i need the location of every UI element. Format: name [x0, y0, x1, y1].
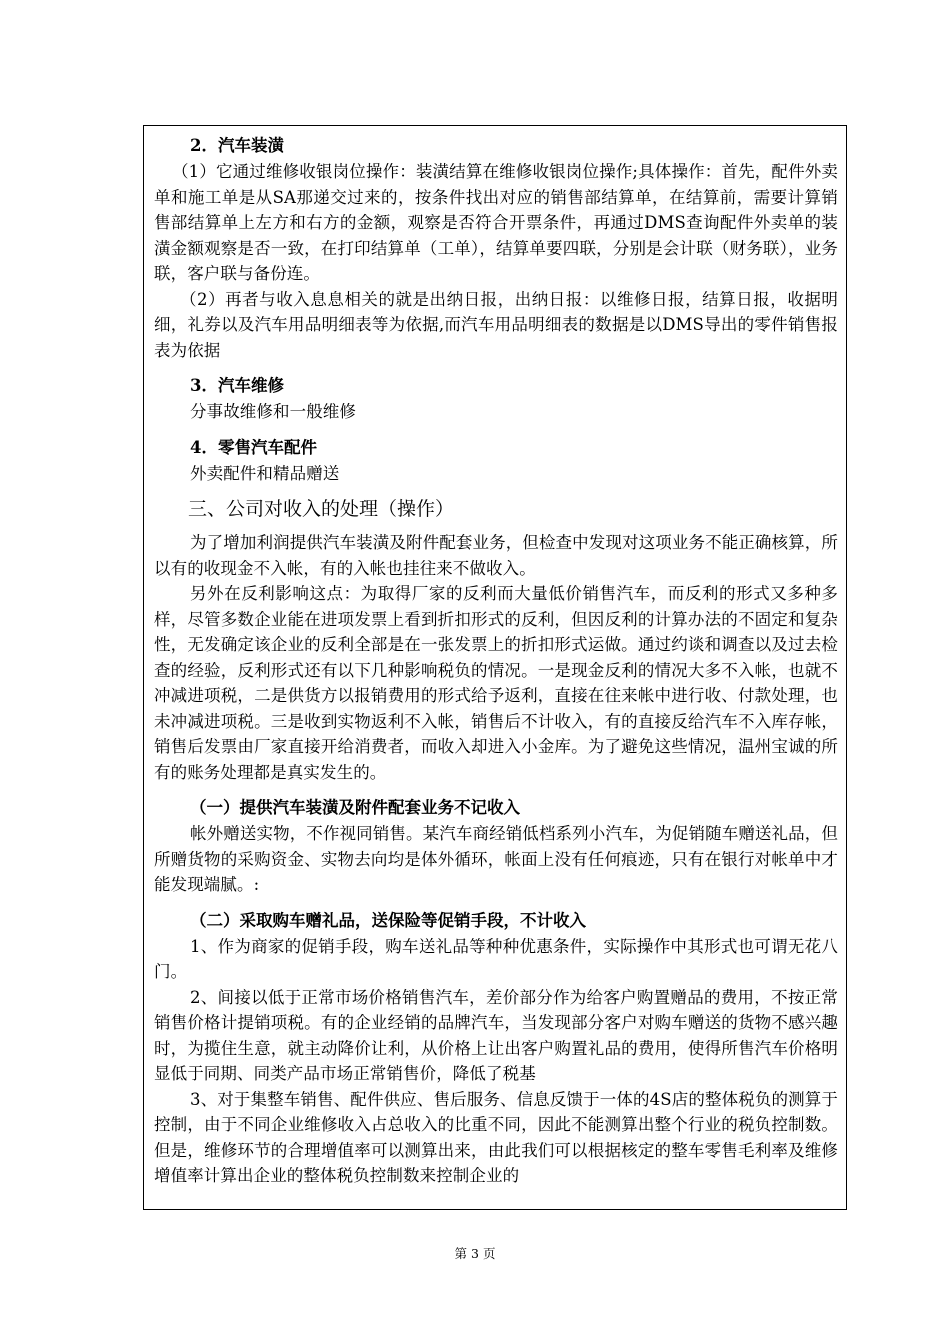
paragraph: 帐外赠送实物，不作视同销售。某汽车商经销低档系列小汽车，为促销随车赠送礼品，但所赠货物的采购资金、实物去向均是体外循环，帐面上没有任何痕迹，只有在银行对帐单中才能发现端腻。:: [154, 824, 838, 894]
part-heading-revenue-processing: 三、公司对收入的处理（操作）: [188, 498, 455, 520]
section-heading-parts: 4．零售汽车配件: [190, 437, 317, 457]
subsection-heading-1: （一）提供汽车装潢及附件配套业务不记收入: [190, 798, 520, 817]
paragraph: 3、对于集整车销售、配件供应、售后服务、信息反馈于一体的4S店的整体税负的测算于控制，由于不同企业维修收入占总收入的比重不同，因此不能测算出整个行业的税负控制数。但是，维修环节的合理增值率可以测算出来，由此我们可以根据核定的整车零售毛利率及维修增值率计算出企业的整体税负控制数来控制企业的: [154, 1089, 838, 1185]
section-heading-repair: 3．汽车维修: [190, 376, 284, 395]
paragraph: 1、作为商家的促销手段，购车送礼品等种种优惠条件，实际操作中其形式也可谓无花八门。: [154, 936, 838, 981]
paragraph: 外卖配件和精品赠送: [190, 463, 340, 483]
page-number: 第 3 页: [454, 1246, 496, 1261]
subsection-heading-2: （二）采取购车赠礼品，送保险等促销手段，不计收入: [190, 910, 586, 930]
document-body: [154, 133, 838, 1189]
paragraph: 2、间接以低于正常市场价格销售汽车，差价部分作为给客户购置赠品的费用，不按正常销售价格计提销项税。有的企业经销的品牌汽车，当发现部分客户对购车赠送的货物不感兴趣时，为揽住生意，就主动降价让利，从价格上让出客户购置礼品的费用，使得所售汽车价格明显低于同期、同类产品市场正常销售价，降低了税基: [154, 987, 838, 1083]
paragraph: 为了增加利润提供汽车装潢及附件配套业务，但检查中发现对这项业务不能正确核算，所以有的收现金不入帐，有的入帐也挂往来不做收入。: [154, 533, 838, 578]
paragraph: 另外在反利影响这点：为取得厂家的反利而大量低价销售汽车，而反利的形式又多种多样，尽管多数企业能在进项发票上看到折扣形式的反利，但因反利的计算办法的不固定和复杂性，无发确定该企业的反利全部是在一张发票上的折扣形式运做。通过约谈和调查以及过去检查的经验，反利形式还有以下几种影响税负的情况。一是现金反利的情况大多不入帐，也就不冲减进项税，二是供货方以报销费用的形式给予返利，直接在往来帐中进行收、付款处理，也未冲减进项税。三是收到实物返利不入帐，销售后不计收入，有的直接反给汽车不入库存帐，销售后发票由厂家直接开给消费者，而收入却进入小金库。为了避免这些情况，温州宝诚的所有的账务处理都是真实发生的。: [154, 584, 838, 782]
paragraph: （1）它通过维修收银岗位操作：装潢结算在维修收银岗位操作;具体操作：首先，配件外卖单和施工单是从SA那递交过来的，按条件找出对应的销售部结算单，在结算前，需要计算销售部结算单上左方和右方的金额，观察是否符合开票条件，再通过DMS查询配件外卖单的装潢金额观察是否一致，在打印结算单（工单），结算单要四联，分别是会计联（财务联），业务联，客户联与备份连。: [154, 162, 838, 283]
paragraph: 分事故维修和一般维修: [190, 402, 356, 421]
section-heading-decoration: 2．汽车装潢: [190, 136, 284, 155]
paragraph: （2）再者与收入息息相关的就是出纳日报，出纳日报：以维修日报，结算日报，收据明细，礼券以及汽车用品明细表等为依据,而汽车用品明细表的数据是以DMS导出的零件销售报表为依据: [154, 289, 838, 360]
